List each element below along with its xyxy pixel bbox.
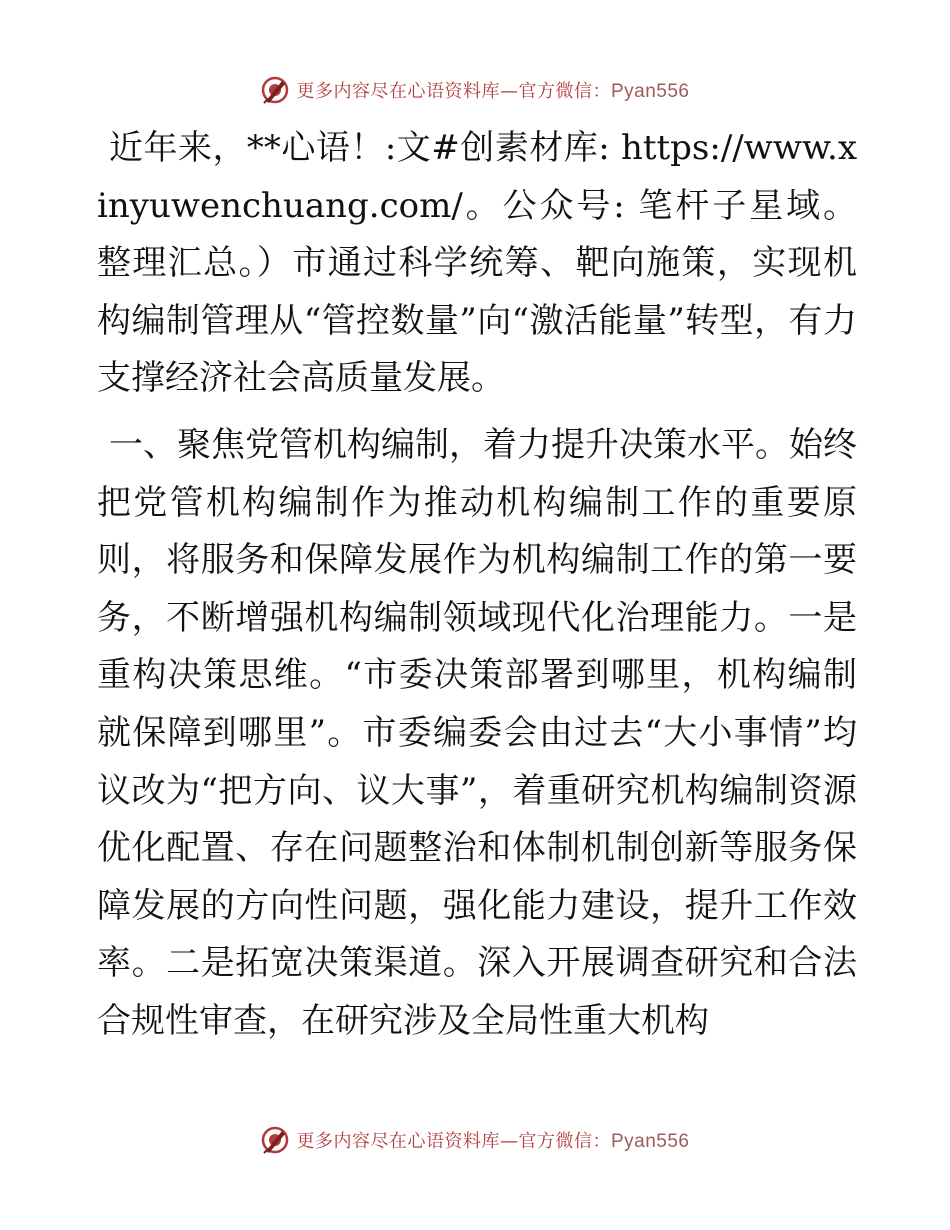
watermark-separator: — [499,81,519,102]
watermark-text: 更多内容尽在心语资料库 [296,81,500,102]
watermark-separator: — [499,1131,519,1152]
document-body [97,120,857,1051]
watermark-text: 更多内容尽在心语资料库 [296,1131,500,1152]
quill-logo-icon [260,1125,290,1155]
watermark-wechat-id: Pyan556 [610,81,690,102]
watermark-wechat-id: Pyan556 [610,1131,690,1152]
header-watermark [0,70,950,110]
footer-watermark [0,1120,950,1160]
paragraph-section-one: 一、聚焦党管机构编制，着力提升决策水平。始终把党管机构编制作为推动机构编制工作的重要原则，将服务和保障发展作为机构编制工作的第一要务，不断增强机构编制领域现代化治理能力。一是重构决策思维。“市委决策部署到哪里，机构编制就保障到哪里”。市委编委会由过去“大小事情”均议改为“把方向、议大事”，着重研究机构编制资源优化配置、存在问题整治和体制机制创新等服务保障发展的方向性问题，强化能力建设，提升工作效率。二是拓宽决策渠道。深入开展调查研究和合法合规性审查，在研究涉及全局性重大机构 [97,424,857,1041]
paragraph-intro: 近年来，**心语！:文#创素材库: https://www.xinyuwenchuang.com/。公众号: 笔杆子星域。整理汇总。）市通过科学统筹、靶向施策，实现机构编制管理从“管控数量”向“激活能量”转型，有力支撑经济社会高质量发展。 [97,128,857,399]
watermark-wechat-label: 官方微信： [518,81,611,102]
watermark-wechat-label: 官方微信： [518,1131,611,1152]
quill-logo-icon [260,75,290,105]
